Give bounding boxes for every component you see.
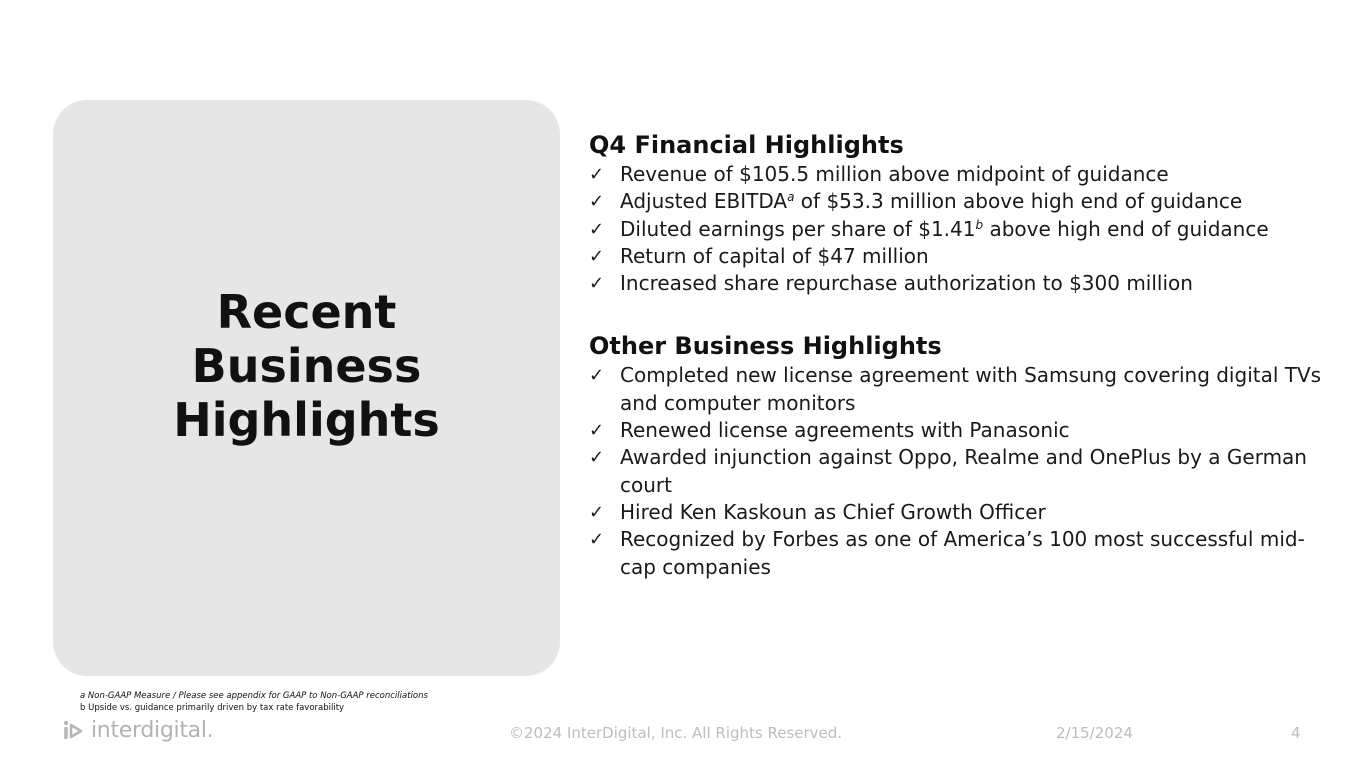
other-bullet (589, 444, 1329, 499)
check-icon: ✓ (589, 273, 605, 295)
other-bullet (589, 526, 1329, 581)
title-panel (53, 100, 560, 676)
other-heading: Other Business Highlights (589, 332, 942, 361)
bullet-text: Renewed license agreements with Panasonic (620, 418, 1070, 443)
highlights-content (589, 130, 1329, 581)
check-icon: ✓ (589, 529, 605, 551)
other-bullet (589, 417, 1329, 444)
panel-title-line-2: Business (191, 339, 422, 393)
footnotes (80, 690, 428, 714)
financial-heading: Q4 Financial Highlights (589, 131, 904, 159)
section-spacer (589, 297, 1329, 331)
panel-title-line-3: Highlights (173, 393, 440, 447)
check-icon: ✓ (589, 365, 605, 387)
company-logo (62, 718, 213, 744)
bullet-text: above high end of guidance (983, 216, 1269, 241)
footnote-b: b Upside vs. guidance primarily driven by tax rate favorability (80, 703, 345, 713)
bullet-text: Adjusted EBITDA (620, 189, 788, 214)
footnote-marker: a (787, 190, 795, 205)
bullet-text: Increased share repurchase authorization to $300 million (620, 271, 1193, 296)
check-icon: ✓ (589, 164, 605, 185)
panel-title (173, 285, 440, 447)
logo-wordmark: interdigital. (91, 718, 214, 743)
check-icon: ✓ (589, 447, 605, 469)
financial-bullet (589, 188, 1329, 215)
bullet-text: Recognized by Forbes as one of America’s 100 most successful mid-cap companies (620, 527, 1305, 579)
financial-bullet-list (589, 161, 1329, 297)
check-icon: ✓ (589, 191, 605, 213)
check-icon: ✓ (589, 245, 605, 267)
other-bullet (589, 362, 1329, 417)
bullet-text: Diluted earnings per share of $1.41 (620, 216, 976, 241)
bullet-text: of $53.3 million above high end of guidance (794, 189, 1243, 214)
check-icon: ✓ (589, 218, 605, 240)
footnote-marker: b (975, 217, 984, 232)
bullet-text: Return of capital of $47 million (620, 243, 929, 268)
check-icon: ✓ (589, 501, 605, 523)
check-icon: ✓ (589, 420, 605, 442)
bullet-text: Hired Ken Kaskoun as Chief Growth Officer (620, 499, 1046, 524)
bullet-text: Awarded injunction against Oppo, Realme and OnePlus by a German court (620, 445, 1307, 497)
other-bullet-list (589, 362, 1329, 580)
page-number: 4 (1291, 724, 1301, 742)
slide-date: 2/15/2024 (1056, 724, 1133, 742)
financial-bullet (589, 270, 1329, 297)
copyright-text: ©2024 InterDigital, Inc. All Rights Reserved. (509, 724, 843, 742)
interdigital-logo-icon (62, 720, 84, 742)
financial-bullet (589, 243, 1329, 270)
other-bullet (589, 499, 1329, 526)
financial-bullet (589, 161, 1329, 188)
financial-bullet (589, 216, 1329, 243)
footnote-a: a Non-GAAP Measure / Please see appendix for GAAP to Non-GAAP reconciliations (80, 691, 428, 701)
bullet-text: Revenue of $105.5 million above midpoint of guidance (620, 162, 1169, 186)
panel-title-line-1: Recent (216, 285, 397, 339)
bullet-text: Completed new license agreement with Samsung covering digital TVs and computer monitors (620, 363, 1322, 415)
